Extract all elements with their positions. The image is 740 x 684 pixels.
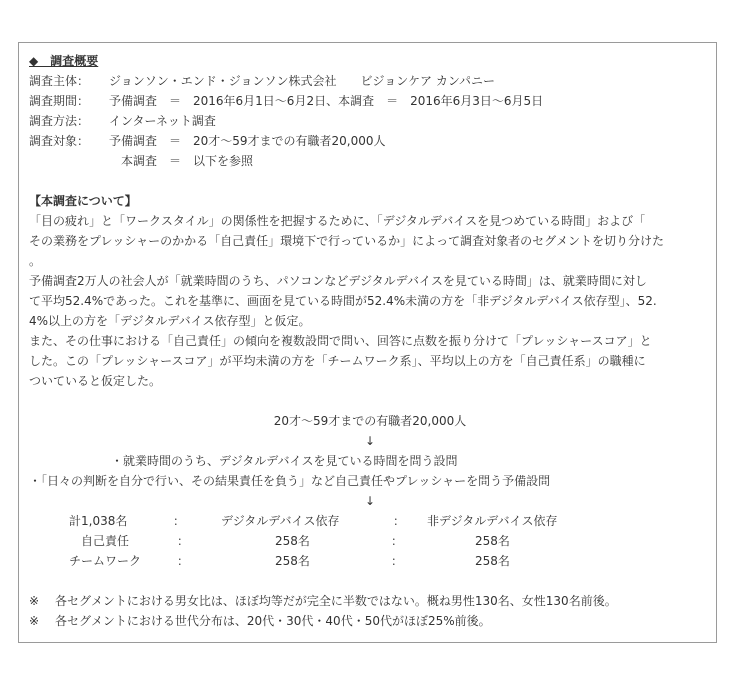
row-value: ジョンソン・エンド・ジョンソン株式会社 ビジョンケア カンパニー xyxy=(109,74,496,88)
separator: ： xyxy=(391,554,404,568)
row-label: 調査主体： xyxy=(29,74,90,88)
segment-col-non-digital: 非デジタルデバイス依存 xyxy=(427,514,558,528)
segment-row-self-responsibility xyxy=(29,531,711,551)
about-line: また、その仕事における「自己責任」の傾向を複数設問で問い、回答に点数を振り分けて「プレッシャースコア」と xyxy=(29,334,652,348)
survey-heading: ◆ 調査概要 xyxy=(29,54,99,68)
note-mark: ※ xyxy=(29,614,40,628)
segment-table-header xyxy=(29,511,711,531)
segment-row-label: 自己責任 xyxy=(81,534,130,548)
row-label: 調査対象： xyxy=(29,134,90,148)
flow-question-responsibility: ・「日々の判断を自分で行い、その結果責任を負う」など自己責任やプレッシャーを問う予備設問 xyxy=(29,474,551,488)
separator: ： xyxy=(391,534,404,548)
survey-content xyxy=(29,51,711,631)
segment-value: 258名 xyxy=(275,534,310,548)
survey-row-subject xyxy=(29,71,711,91)
segment-col-digital: デジタルデバイス依存 xyxy=(221,514,340,528)
separator: ： xyxy=(177,534,190,548)
note-mark: ※ xyxy=(29,594,40,608)
row-value: 予備調査 ＝ 20才〜59才までの有職者20,000人 xyxy=(109,134,386,148)
about-paragraph xyxy=(29,211,711,391)
about-line: ついていると仮定した。 xyxy=(29,374,162,388)
row-value: 予備調査 ＝ 2016年6月1日〜6月2日、本調査 ＝ 2016年6月3日〜6月5日 xyxy=(109,94,544,108)
segment-value: 258名 xyxy=(275,554,310,568)
row-value: インターネット調査 xyxy=(109,114,216,128)
segment-total: 計1,038名 xyxy=(69,514,128,528)
separator: ： xyxy=(393,514,406,528)
segment-value: 258名 xyxy=(475,534,510,548)
about-title: 【本調査について】 xyxy=(29,194,137,208)
about-line: 4%以上の方を「デジタルデバイス依存型」と仮定。 xyxy=(29,314,311,328)
row-label: 調査方法： xyxy=(29,114,90,128)
segment-row-teamwork xyxy=(29,551,711,571)
separator: ： xyxy=(177,554,190,568)
about-line: 。 xyxy=(29,254,42,268)
down-arrow-icon: ↓ xyxy=(364,434,376,448)
segment-value: 258名 xyxy=(475,554,510,568)
survey-row-method xyxy=(29,111,711,131)
note-age-distribution xyxy=(29,611,711,631)
survey-row-period xyxy=(29,91,711,111)
flow-question-screen-time: ・就業時間のうち、デジタルデバイスを見ている時間を問う設問 xyxy=(111,454,458,468)
spacer xyxy=(29,391,711,411)
survey-target-main: 本調査 ＝ 以下を参照 xyxy=(121,154,254,168)
about-line: その業務をプレッシャーのかかる「自己責任」環境下で行っているか」によって調査対象者のセグメントを切り分けた xyxy=(29,234,665,248)
spacer xyxy=(29,571,711,591)
note-text: 各セグメントにおける男女比は、ほぼ均等だが完全に半数ではない。概ね男性130名、女性130名前後。 xyxy=(55,594,617,608)
survey-row-target xyxy=(29,131,711,151)
about-line: 予備調査2万人の社会人が「就業時間のうち、パソコンなどデジタルデバイスを見ている時間」は、就業時間に対し xyxy=(29,274,647,288)
spacer xyxy=(29,171,711,191)
flow-population: 20才〜59才までの有職者20,000人 xyxy=(273,414,467,428)
segment-row-label: チームワーク xyxy=(69,554,142,568)
about-line: した。この「プレッシャースコア」が平均未満の方を「チームワーク系」、平均以上の方を「自己責任系」の職種に xyxy=(29,354,646,368)
note-gender-ratio xyxy=(29,591,711,611)
down-arrow-icon: ↓ xyxy=(364,494,376,508)
separator: ： xyxy=(173,514,186,528)
about-line: て平均52.4%であった。これを基準に、画面を見ている時間が52.4%未満の方を「非デジタルデバイス依存型」、52. xyxy=(29,294,657,308)
row-label: 調査期間： xyxy=(29,94,90,108)
about-line: 「目の疲れ」と「ワークスタイル」の関係性を把握するために、「デジタルデバイスを見つめている時間」および「 xyxy=(29,214,646,228)
note-text: 各セグメントにおける世代分布は、20代・30代・40代・50代がほぼ25%前後。 xyxy=(55,614,491,628)
survey-panel xyxy=(18,42,717,643)
